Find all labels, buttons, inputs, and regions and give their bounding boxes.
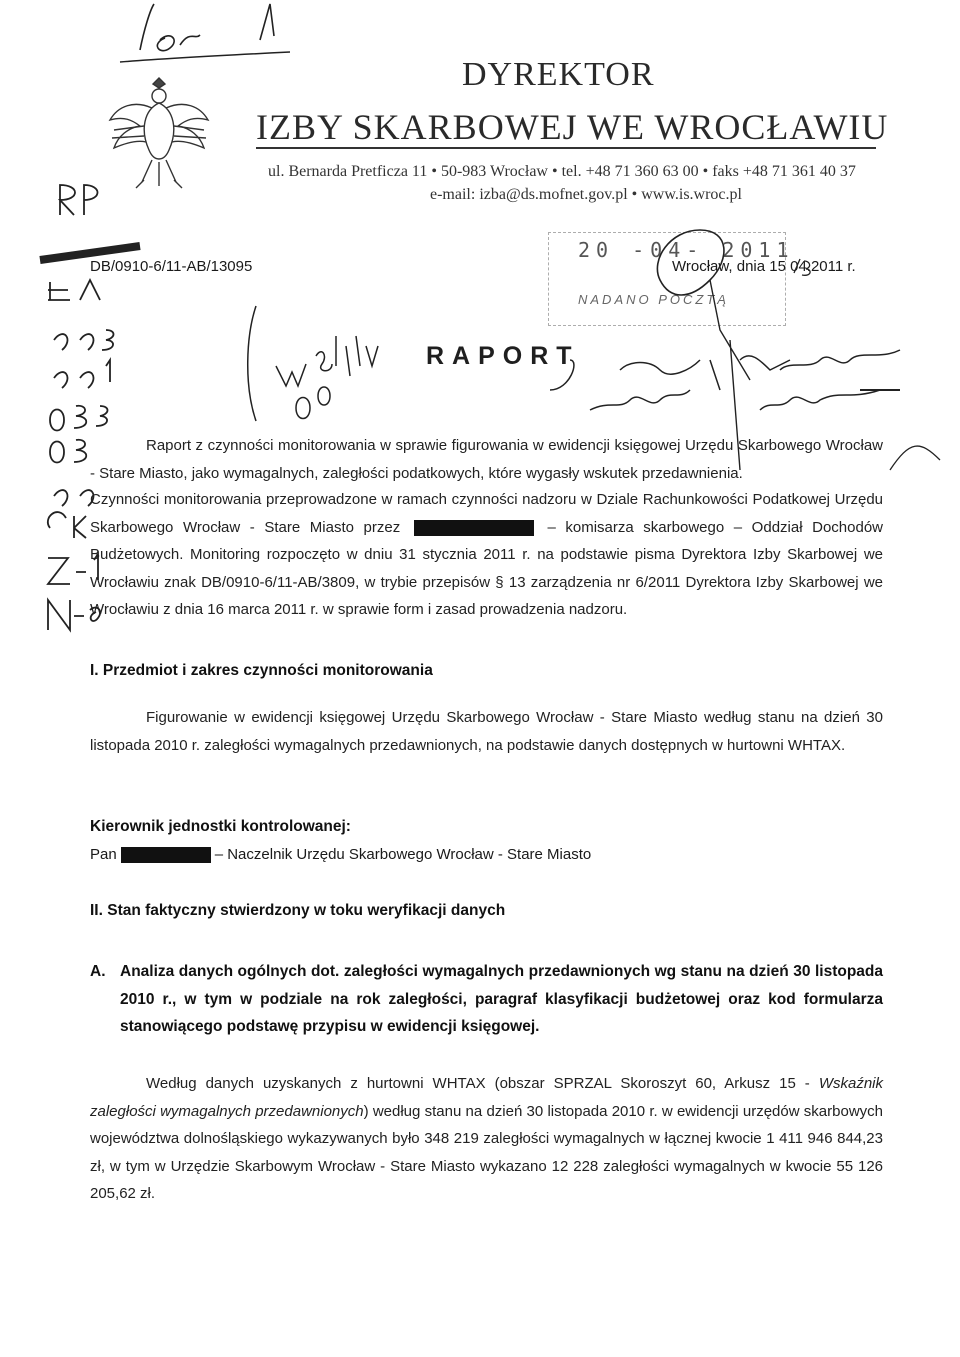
subA-after: ) według stanu na dzień 30 listopada 2010 r. w ewidencji urzędów skarbowych województwa dolnośląskiego wykazywanych było 348 219 zaległości wymagalnych w łącznej kwocie 1 411 946 844,23 zł, w tym w Urzędzie Skarbowym Wrocław - Stare Miasto wykazano 12 228 zaległości wymagalnych w kwocie 55 126 205,62 zł. [90, 1102, 883, 1202]
stamp-date: 20 -04- 2011 [578, 238, 795, 262]
subsection-a-text [90, 1070, 883, 1208]
subA-italic: Wskaźnik zaległości wymagalnych przedawnionych [90, 1075, 884, 1120]
subsection-a [90, 958, 883, 1041]
handwritten-day-number [790, 255, 820, 279]
intro-paragraph-2 [90, 486, 883, 624]
letterhead-address: ul. Bernarda Pretficza 11 • 50-983 Wrocław • tel. +48 71 360 63 00 • faks +48 71 361 40 37 [268, 163, 856, 180]
letterhead-contact: e-mail: izba@ds.mofnet.gov.pl • www.is.wroc.pl [430, 186, 742, 203]
manager-line [90, 846, 591, 863]
handwritten-right-note [560, 220, 940, 470]
document-title: RAPORT [426, 342, 580, 370]
letterhead-title-line2: IZBY SKARBOWEJ WE WROCŁAWIU [256, 107, 889, 147]
handwritten-signature-top [110, 0, 300, 70]
section1-text: Figurowanie w ewidencji księgowej Urzędu Skarbowego Wrocław - Stare Miasto według stanu na dzień 30 listopada 2010 r. zaległości wymagalnych przedawnionych, na podstawie danych dostępnych w hurtowni WHTAX. [90, 709, 883, 754]
section1-heading: I. Przedmiot i zakres czynności monitorowania [90, 662, 433, 679]
handwritten-margin-notes [40, 170, 150, 690]
intro-p2-after: – komisarza skarbowego – Oddział Dochodów Budżetowych. Monitoring rozpoczęto w dniu 31 stycznia 2011 r. na podstawie pisma Dyrektora Izby Skarbowej we Wrocławiu znak DB/0910-6/11-AB/3809, w trybie przepisów § 13 zarządzenia nr 6/2011 Dyrektora Izby Skarbowej we Wrocławiu z dnia 16 marca 2011 r. w sprawie form i zasad prowadzenia nadzoru. [90, 518, 884, 618]
manager-suffix: – Naczelnik Urzędu Skarbowego Wrocław - Stare Miasto [214, 846, 592, 863]
manager-label: Kierownik jednostki kontrolowanej: [90, 818, 351, 835]
intro-p2-before: Czynności monitorowania przeprowadzone w ramach czynności nadzoru w Dziale Rachunkowości Podatkowej Urzędu Skarbowego Wrocław - Stare Miasto przez [90, 491, 883, 536]
section2-heading: II. Stan faktyczny stwierdzony w toku weryfikacji danych [90, 902, 506, 919]
subA-before: Według danych uzyskanych z hurtowni WHTAX (obszar SPRZAL Skoroszyt 60, Arkusz 15 - [146, 1075, 810, 1092]
letterhead-title-line1: DYREKTOR [462, 56, 655, 93]
letterhead-divider [256, 147, 876, 149]
stamp-label: NADANO POCZTĄ [578, 292, 729, 307]
redaction-bar [121, 847, 211, 863]
handwritten-center-note [236, 296, 386, 426]
redaction-bar [414, 520, 534, 536]
intro-paragraph-1: Raport z czynności monitorowania w sprawie figurowania w ewidencji księgowej Urzędu Skarbowego Wrocław - Stare Miasto, jako wymagalnych, zaległości podatkowych, które wygasły wskutek przedawnienia. [90, 437, 883, 482]
reference-number: DB/0910-6/11-AB/13095 [90, 258, 253, 275]
manager-prefix: Pan [90, 846, 117, 863]
subsection-a-label: A. [90, 963, 106, 980]
subsection-a-heading: Analiza danych ogólnych dot. zaległości wymagalnych przedawnionych wg stanu na dzień 30 listopada 2010 r., w tym w podziale na rok zaległości, paragraf klasyfikacji budżetowej oraz kod formularza stanowiącego podstawę przypisu w ewidencji księgowej. [120, 963, 883, 1035]
document-date: Wrocław, dnia 15 04.2011 r. [672, 258, 856, 275]
